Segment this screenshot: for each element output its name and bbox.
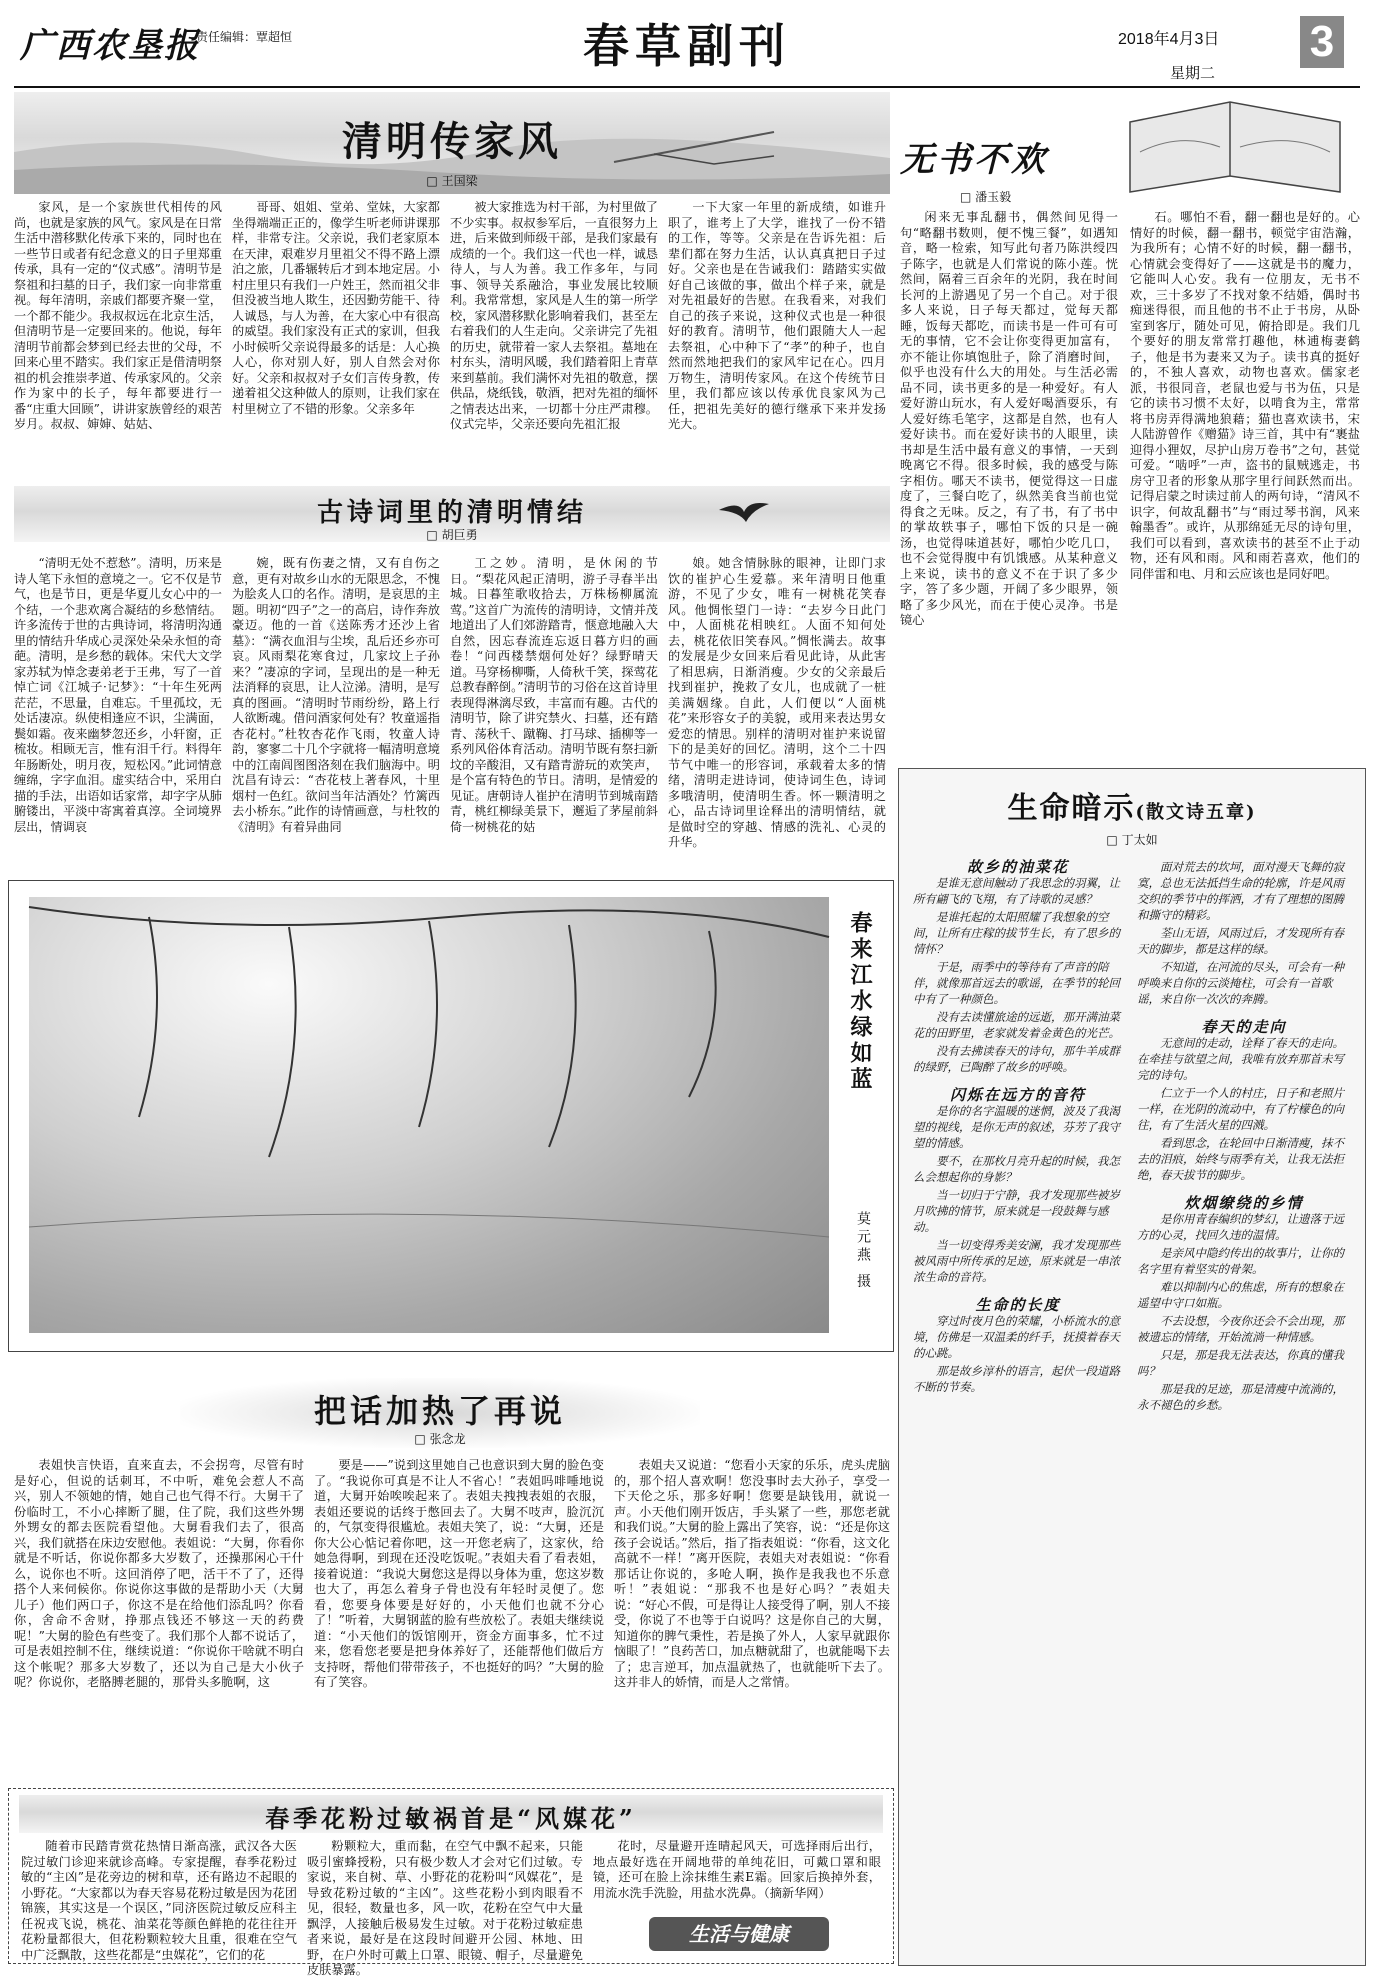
poems-title: 生命暗示: [1007, 791, 1136, 826]
article3-author: □ 张念龙: [414, 1432, 466, 1446]
article3-col2: 要是——”说到这里她自己也意识到大舅的脸色变了。“我说你可真是不让人不省心！”表姐吗啡唾地说道，大舅开始唉唉起来了。表姐夫拽拽表姐的衣服，表姐还要说的话终于憋回去了。大舅不吱声，脸沉沉的，气氛变得很尴尬。表姐夫笑了，说：“大舅，还是你大公心惦记着你吧，这一开您老病了，这家伙，给她急得啊，到现在还没吃饭呢。”表姐夫看了看表姐，接着说道：“我说大舅您这是得以身体为重，您这岁数也大了，再怎么着身子骨也没有年轻时灵便了。您看，您要身体要是好好的，小天他们也就不分心了！”听着，大舅钢蓝的脸有些放松了。表姐夫继续说道：“小天他们的饭馆刚开，资金方面事多，忙不过来，您看您老要是把身体养好了，还能帮他们做后方支持呀，帮他们带带孩子，不也挺好的吗？”大舅的脸有了笑容。: [314, 1458, 604, 1689]
article2-title: 古诗词里的清明情结: [316, 498, 587, 528]
landscape-photo: [29, 897, 829, 1333]
sidebar-col1: 闲来无事乱翻书，偶然间见得一句“略翻书数则，便不愧三餐”，如遇知音，略一检索，知写此句者乃陈洪绶四子陈字，也就是人们常说的陈小莲。恍然间，隔着三百余年的光阴，我在时间长河的上游遇见了另一个自己。对于很多人来说，日子每天都过，觉每天都睡，饭每天都吃，而读书是一件可有可无的事情，它不会让你变得更加富有，亦不能让你填饱肚子，除了消磨时间，似乎也没有什么大的用处。与生活必需品不同，读书更多的是一种爱好。有人爱好游山玩水，有人爱好喝酒耍乐，有人爱好练毛笔字，这都是自然，也有人爱好读书。而在爱好读书的人眼里，读书却是生活中最有意义的事情，一天到晚离它不得。很多时候，我的感受与陈字相仿。哪天不读书，便觉得这一日虚度了，三餐白吃了，纵然美食当前也觉得食之无味。反之，有了书，有了书中的掌故轶事子，哪怕下饭的只是一碗汤，也觉得味道甚好，哪怕少吃几口，也不会觉得腹中有饥饿感。从某种意义上来说，读书的意义不在于识了多少字，答了多少题，开阔了多少眼界，领略了多少风光，而在于使心灵净。书是镜心: [900, 210, 1118, 627]
page-number: 3: [1300, 16, 1344, 68]
sidebar-title: 无书不欢: [900, 140, 1048, 180]
article1-col1: 家风，是一个家族世代相传的风尚，也就是家族的风气。家风是在日常生活中潜移默化传承下来的，同时也在一些节日或者有纪念意义的日子里郑重传承，具有一定的“仪式感”。清明节是祭祖和扫墓的日子，我们家一向非常重视。每年清明，亲戚们都要齐聚一堂，一个都不能少。我叔叔远在北京生活，但清明节是一定要回来的。他说，每年清明节前都会梦到已经去世的父母，不回来心里不踏实。我们家正是借清明祭祖的机会推崇孝道、传承家风的。父亲作为家中的长子，每年都要进行一番“庄重大回顾”，讲讲家族曾经的艰苦岁月。叔叔、婶婶、姑姑、: [14, 200, 222, 431]
swallow-bird-icon: [714, 490, 774, 530]
article1-col2: 哥哥、姐姐、堂弟、堂妹，大家都坐得端端正正的，像学生听老师讲课那样，非常专注。父亲说，我们老家原本在天津，艰难岁月里祖父不得不路上漂泊之旅，几番辗转后才到本地定居。小村庄里只有我们一户姓王，然而祖父非但没被当地人欺生，还因勤劳能干、待人诚恳，与人为善，在大家心中有很高的威望。我们家没有正式的家训，但我小时候听父亲说得最多的话是：人心换人心，你对别人好，别人自然会对你好。父亲和叔叔对子女们言传身教，传递着祖父这种做人的原则，让我们家在村里树立了不错的形象。父亲多年: [232, 200, 440, 416]
poem-heading: 炊烟缭绕的乡情: [1184, 1194, 1304, 1212]
photo-caption: 春来江水绿如蓝: [847, 911, 873, 1093]
article2-col3: 工之妙。清明，是休闲的节日。“梨花风起正清明，游子寻春半出城。日暮笙歌收拾去，万株杨柳属流莺。”这首广为流传的清明诗，文情并茂地道出了人们郊游踏青，惬意地融入大自然，因忘春流连忘返日暮方归的画卷！“问西楼禁烟何处好？绿野晴天道。马穿杨柳嘶，人倚秋千笑，探莺花总教春醉倒。”清明节的习俗在这首诗里表现得淋漓尽致，丰富而有趣。古代的清明节，除了讲究禁火、扫墓，还有踏青、荡秋千、蹴鞠、打马球、插柳等一系列风俗体育活动。清明节既有祭扫新坟的辛酸泪，又有踏青游玩的欢笑声，是个富有特色的节日。清明，是情爱的见证。唐朝诗人崔护在清明节到城南踏青，桃红柳绿美景下，邂逅了茅屋前斜倚一树桃花的姑: [450, 556, 658, 834]
article3-banner: [180, 1378, 700, 1448]
article3-title: 把话加热了再说: [313, 1392, 566, 1430]
poem-heading: 闪烁在远方的音符: [949, 1086, 1086, 1104]
article2-author: □ 胡巨勇: [426, 528, 478, 542]
poems-subtitle: (散文诗五章): [1135, 802, 1257, 823]
article1-col3: 被大家推选为村干部，为村里做了不少实事。叔叔参军后，一直很努力上进，后来做到师级干部，是我们家最有成绩的一个。我们这一代也一样，诚恳待人，与人为善。我工作多年，与同事、领导关系融洽，事业发展比较顺利。我常常想，家风是人生的第一所学校，家风潜移默化影响着我们，甚至左右着我们的人生走向。父亲讲完了先祖的历史，就带着一家人去祭祖。墓地在村东头，清明风暖，我们踏着阳上青草来到墓前。我们满怀对先祖的敬意，摆供品，烧纸钱，敬酒，把对先祖的缅怀之情表达出来，一切都十分庄严肃穆。仪式完毕，父亲还要向先祖汇报: [450, 200, 658, 431]
poems-author: □ 丁太如: [1106, 833, 1158, 847]
poem-heading: 生命的长度: [975, 1296, 1061, 1314]
article4-banner: [19, 1795, 883, 1833]
masthead-rule: [14, 86, 1360, 88]
issue-date: 2018年4月3日: [1118, 31, 1220, 48]
photo-credit: 莫元燕 摄: [855, 1211, 871, 1292]
responsible-editor: 责任编辑：覃超恒: [196, 30, 293, 44]
sidebar-author: □ 潘玉毅: [960, 190, 1012, 204]
article2-banner: [14, 486, 890, 542]
article3-col1: 表姐快言快语，直来直去，不会拐弯，尽管有时是好心，但说的话刺耳，不中听，难免会惹人不高兴，别人不领她的情，她自己也气得不行。大舅干了份临时工，不小心摔断了腿，住了院，我们这些外甥外甥女的都去医院看望他。大舅看我们去了，很高兴，我们就搭在床边安慰他。表姐说：“大舅，你看你就是不听话，你说你都多大岁数了，还操那闲心干什么，说你也不听。这回消停了吧，活干不了了，还得搭个人来伺候你。你说你这事做的是帮助小天（大舅儿子）他们两口子，你这不是在给他们添乱吗？你看你，舍命不舍财，挣那点钱还不够这一天的药费呢！”大舅的脸色有些变了。我们那个人都不说话了，可是表姐控制不住，继续说道：“你说你干啥就不明白这个帐呢？那多大岁数了，还以为自己是大小伙子呢？你说你，老胳膊老腿的，那骨头多脆啊，这: [14, 1458, 304, 1689]
poems-col2: 面对荒去的坎坷，面对漫天飞舞的寂寞，总也无法抵挡生命的轮廓，许是风雨交织的季节中的挥洒，才有了理想的图腾和撕守的精彩。 荃山无语，风雨过后，才发现所有春天的脚步，都是这样的绿。 不知道，在河流的尽头，可会有一种呼唤来自你的云淡掩柱，可会有一首歌谣，来自你一次次的奔腾。 春天的走向 无意间的走动，诠释了春天的走向。在牵挂与欲望之间，我唯有放弃那首未写完的诗句。 仁立于一个人的村庄，日子和老照片一样，在光阴的流动中，有了柠檬色的向往，有了生活火星的四溅。 看到思念，在轮回中日渐清瘦，抹不去的泪痕，始终与雨季有关，让我无法拒绝，春天拔节的脚步。 炊烟缭绕的乡情 是你用青春编织的梦幻，让遗落于远方的心灵，找回久违的温情。 是亲风中隐约传出的故事片，让你的名字里有着坚实的骨架。 难以抑制内心的焦虑，所有的想象在遥望中守口如瓶。 不去设想，今夜你还会不会出现，那被遗忘的情绪，开始流淌一种情感。 只是，那是我无法表达，你真的懂我吗？ 那是我的足迹，那是清瘦中流淌的，永不褪色的乡愁。: [1137, 859, 1351, 1949]
article4-col1: 随着市民踏青赏花热情日渐高涨，武汉各大医院过敏门诊迎来就诊高峰。专家提醒，春季花粉过敏的“主凶”是花旁边的树和草，还有路边不起眼的小野花。“大家都以为春天容易花粉过敏是因为花团锦簇，其实这是一个误区，”同济医院过敏反应科主任祝戎飞说，桃花、油菜花等颜色鲜艳的花往往开花粉量都很大，但花粉颗粒较大且重，很难在空气中广泛飘散，这些花都是“虫媒花”，它们的花: [21, 1839, 297, 1962]
photo-frame: [8, 880, 894, 1352]
article1-col4: 一下大家一年里的新成绩，如谁升职了，谁考上了大学，谁找了一份不错的工作，等等。父亲是在告诉先祖：后辈们都在努力生活，认认真真把日子过好。父亲也是在告诫我们：踏踏实实做好自己该做的事，做出个样子来，就是对先祖最好的告慰。在我看来，对我们自己的孩子来说，这种仪式也是一种很好的教育。清明节，他们跟随大人一起去祭祖，心中种下了“孝”的种子，也自然而然地把我们的家风牢记在心。四月万物生，清明传家风。在这个传统节日里，我们都应该以传承优良家风为己任，把祖先美好的德行继承下来并发扬光大。: [668, 200, 886, 431]
article4-title: 春季花粉过敏祸首是“风媒花”: [265, 1804, 637, 1833]
poem-heading: 故乡的油菜花: [966, 858, 1069, 876]
article4-box: [8, 1788, 894, 1977]
newspaper-logo: 广西农垦报: [20, 26, 200, 66]
article3-col3: 表姐夫又说道：“您看小天家的乐乐，虎头虎脑的，那个招人喜欢啊！您没事时去大孙子，享受一下天伦之乐，那多好啊！您要是缺钱用，就说一声。小天他们刚开饭店，手头紧了一些，那您老就和我们说。”大舅的脸上露出了笑容，说：“还是你这孩子会说话。”然后，指了指表姐说：“你看，这文化高就不一样！”离开医院，表姐夫对表姐说：“你看那话让你说的，多呛人啊，换作是我我也不乐意听！”表姐说：“那我不也是好心吗？”表姐夫说：“好心不假，可是得让人接受得了啊，别人不接受，你说了不也等于白说吗？这是你自己的大舅，知道你的脾气秉性，若是换了外人，人家早就跟你恼眼了！”良药苦口，加点糖就甜了，也就能喝下去了；忠言逆耳，加点温就热了，也就能听下去了。这并非人的娇情，而是人之常情。: [614, 1458, 890, 1689]
issue-weekday: 星期二: [1170, 65, 1216, 82]
poem-heading: 春天的走向: [1201, 1018, 1287, 1036]
article2-col4: 娘。她含情脉脉的眼神，让即门求饮的崔护心生爱慕。来年清明日他重游，不见了少女，唯有一树桃花笑春风。他惆怅望门一诗：“去岁今日此门中，人面桃花相映红。人面不知何处去，桃花依旧笑春风。”惆怅满去。故事的发展是少女回来后看见此诗，从此害了相思病，日渐消瘦。少女的父亲最后找到崔护，挽救了女儿，也成就了一桩美满姻缘。自此，人们便以“人面桃花”来形容女子的美貌，或用来表达男女爱恋的情思。别样的清明对崔护来说留下的是美好的回忆。清明，这个二十四节气中唯一的形容词，承载着太多的情绪，清明走进诗词，使诗词生色，诗词多哦清明，使清明生香。怀一颗清明之心，品古诗词里诠释出的清明情结，就是做时空的穿越、情感的洗礼、心灵的升华。: [668, 556, 886, 849]
sidebar-col2: 石。哪怕不看，翻一翻也是好的。心情好的时候，翻一翻书，顿觉宇宙浩瀚，为我所有；心情不好的时候，翻一翻书，心情就会变得好了——这就是书的魔力，它能叫人心安。我有一位朋友，无书不欢，三十多岁了不找对象不结婚，偶时书痴迷得很，而且他的书不止于书房，从卧室到客厅，随处可见，俯拾即是。我们几个要好的朋友常常打趣他，林逋梅妻鹤子，他是书为妻来又为子。读书真的挺好的，不独人喜欢，动物也喜欢。儒家老派，书很同音，老鼠也爱与书为伍，只是它的读书习惯不太好，以啃食为主，常常将书房弄得满地狼藉；猫也喜欢读书，宋人陆游曾作《赠猫》诗三首，其中有“裹盐迎得小狸奴，尽护山房万卷书”之句，甚觉可爱。“啮呼”一声，盗书的鼠贼逃走，书房守卫者的形象从那字里行间跃然而出。记得启蒙之时读过前人的两句诗，“清风不识字，何故乱翻书”与“雨过琴书润，风来翰墨香”。或许，从那绵延无尽的诗句里，我们可以看到，喜欢读书的甚至不止于动物，还有风和雨。风和雨若喜欢，他们的同伴雷和电、月和云应该也是同好吧。: [1130, 210, 1360, 581]
article1-author: □ 王国梁: [426, 174, 478, 188]
open-book-illustration: [1110, 92, 1360, 202]
article2-col2: 婉，既有伤妻之情，又有自伤之意，更有对故乡山水的无限思念，不愧为脍炙人口的名作。清明，是哀思的主题。明初“四子”之一的高启，诗作奔放豪迈。他的一首《送陈秀才还沙上省墓》：“满衣血泪与尘埃，乱后还乡亦可哀。风雨梨花寒食过，几家坟上子孙来？”凄凉的字词，呈现出的是一种无法消释的哀思，让人泣涕。清明，是写真的图画。“清明时节雨纷纷，路上行人欲断魂。借问酒家何处有？牧童遥指杏花村。”杜牧杏花作飞雨，牧童人诗韵，寥寥二十几个字就将一幅清明意境中的江南闾图图洛刻在我们脑海中。明沈昌有诗云：“杏花枝上著春风，十里烟村一色红。欲问当年沽酒处？竹篱西去小桥东。”此作的诗情画意，与杜牧的《清明》有着异曲同: [232, 556, 440, 834]
life-health-badge: 生活与健康: [649, 1917, 829, 1951]
article1-title: 清明传家风: [342, 118, 562, 165]
poems-title-row: [899, 783, 1365, 827]
article1-banner: [14, 92, 890, 194]
sidebar-title-block: [900, 92, 1060, 204]
article4-col2: 粉颗粒大，重而黏，在空气中飘不起来，只能吸引蜜蜂授粉，只有极少数人才会对它们过敏。专家说，来自树、草、小野花的花粉叫“风媒花”，是导致花粉过敏的“主凶”。这些花粉小到肉眼看不见，很轻，数量也多，风一吹，花粉在空气中大量飘浮，人接触后极易发生过敏。对于花粉过敏症患者来说，最好是在这段时间避开公园、林地、田野，在户外时可戴上口罩、眼镜、帽子，尽量避免皮肤暴露。: [307, 1839, 583, 1977]
section-title: 春草副刊: [583, 19, 791, 73]
willow-branches-illustration: [29, 897, 829, 1333]
poems-panel: [898, 768, 1366, 1966]
article2-col1: “清明无处不惹愁”。清明，历来是诗人笔下永恒的意境之一。它不仅是节气，也是节日，更是华夏儿女心中的一个结，一个悲欢离合凝结的乡愁情结。许多流传于世的古典诗词，将清明沟通里的情结升华成心灵深处朵朵永恒的奇葩。清明，是乡愁的载体。宋代大文学家苏轼为悼念妻弟老于王弗，写了一首悼亡词《江城子·记梦》：“十年生死两茫茫，不思量，自难忘。千里孤坟，无处话凄凉。纵使相逢应不识，尘满面，鬓如霜。夜来幽梦忽还乡，小轩窗，正梳妆。相顾无言，惟有泪千行。料得年年肠断处，明月夜，短松冈。”此词情意缠绵，字字血泪。虚实结合中，采用白描的手法，出语如话家常，却字字从肺腑镂出，平淡中寄寓着真淳。全词境界层出，情调哀: [14, 556, 222, 834]
poems-col1: 故乡的油菜花 是谁无意间触动了我思念的羽翼，让所有翩飞的飞翔，有了诗歌的灵感？ 是谁托起的太阳照耀了我想象的空间，让所有庄稼的拔节生长，有了思乡的情怀？ 于是，雨季中的等待有了声音的陪伴，就像那首远去的歌谣，在季节的轮回中有了一种颜色。 没有去读懂旅途的远逝，那开满油菜花的田野里，老家就发着金黄色的光芒。 没有去拂读春天的诗句，那牛羊成群的绿野，已陶醉了故乡的呼唤。 闪烁在远方的音符 是你的名字温暖的迷惘，波及了我渴望的视线，是你无声的叙述，芬芳了我守望的情感。 要不，在那枚月亮升起的时候，我怎么会想起你的身影？ 当一切归于宁静，我才发现那些被岁月吹拂的情节，原来就是一段鼓舞与感动。 当一切变得秀美安澜，我才发现那些被风雨中所传承的足迹，原来就是一串浓浓生命的音符。 生命的长度 穿过时夜月色的荣耀，小桥流水的意境，仿佛是一双温柔的纤手，抚摸着春天的心跳。 那是故乡淳朴的语言，起伏一段道路不断的节奏。: [913, 859, 1123, 1949]
article4-col3: 花时，尽量避开连晴起风天，可选择雨后出行，地点最好选在开阔地带的单纯花旧，可戴口罩和眼镜，还可在脸上涂抹维生素E霜。回家后换掉外套，用流水洗手洗脸，用盐水洗鼻。（摘新华网）: [593, 1839, 881, 1900]
